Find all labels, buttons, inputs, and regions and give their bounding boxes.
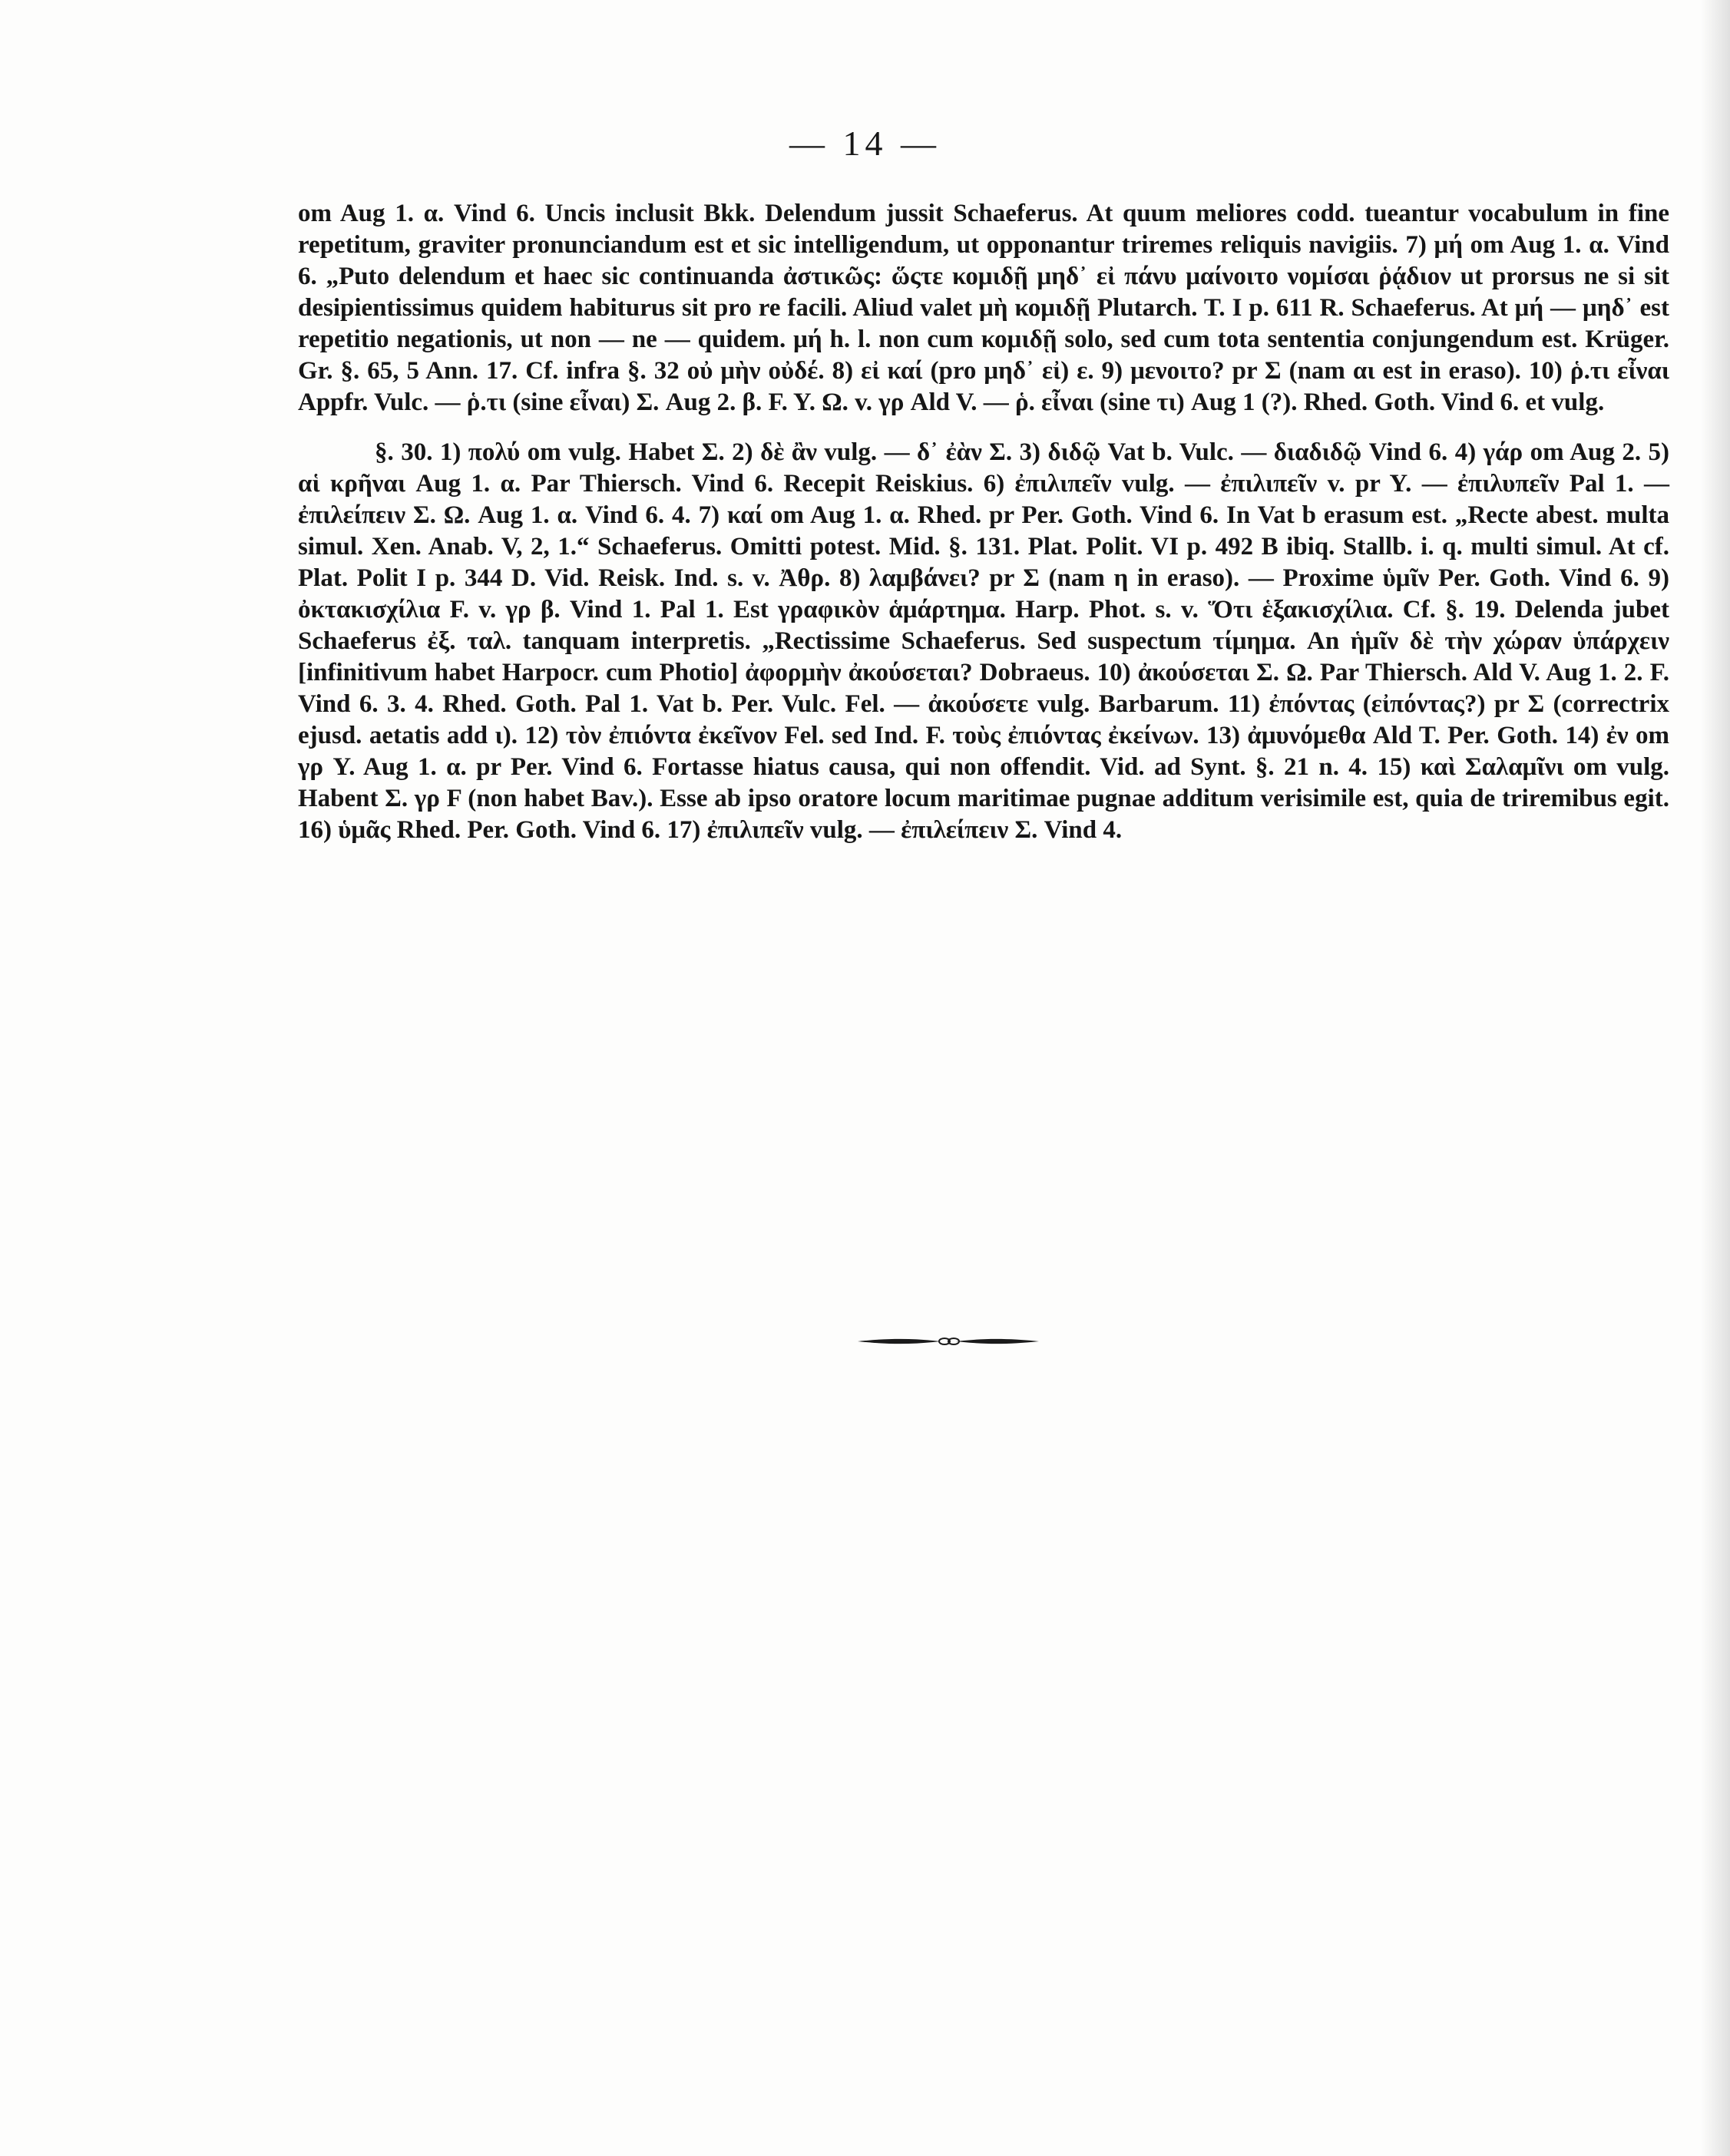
paragraph-2: §. 30. 1) πολύ om vulg. Habet Σ. 2) δὲ ἂν vulg. — δ᾽ ἐὰν Σ. 3) διδῷ Vat b. Vulc. — διαδιδῷ Vind 6. 4) γάρ om Aug 2. 5) αἱ κρῆναι Aug 1. α. Par Thiersch. Vind 6. Recepit Reiskius. 6) ἐπιλιπεῖν vulg. — ἐπιλιπεῖν v. pr Y. — ἐπιλυπεῖν Pal 1. — ἐπιλείπειν Σ. Ω. Aug 1. α. Vind 6. 4. 7) καί om Aug 1. α. Rhed. pr Per. Goth. Vind 6. In Vat b erasum est. „Recte abest. multa simul. Xen. Anab. V, 2, 1.“ Schaeferus. Omitti potest. Mid. §. 131. Plat. Polit. VI p. 492 B ibiq. Stallb. i. q. multi simul. At cf. Plat. Polit I p. 344 D. Vid. Reisk. Ind. s. v. Ἀθρ. 8) λαμβάνει? pr Σ (nam η in eraso). — Proxime ὑμῖν Per. Goth. Vind 6. 9) ὀκτακισχίλια F. v. γρ β. Vind 1. Pal 1. Est γραφικὸν ἁμάρτημα. Harp. Phot. s. v. Ὅτι ἑξακισχίλια. Cf. §. 19. Delenda jubet Schaeferus ἐξ. ταλ. tanquam interpretis. „Rectissime Schaeferus. Sed suspectum τίμημα. An ἡμῖν δὲ τὴν χώραν ὑπάρχειν [infinitivum habet Harpocr. cum Photio] ἀφορμὴν ἀκούσεται? Dobraeus. 10) ἀκούσεται Σ. Ω. Par Thiersch. Ald V. Aug 1. 2. F. Vind 6. 3. 4. Rhed. Goth. Pal 1. Vat b. Per. Vulc. Fel. — ἀκούσετε vulg. Barbarum. 11) ἐπόντας (εἰπόντας?) pr Σ (correctrix ejusd. aetatis add ι). 12) τὸν ἐπιόντα ἐκεῖνον Fel. sed Ind. F. τοὺς ἐπιόντας ἐκείνων. 13) ἀμυνόμεθα Ald T. Per. Goth. 14) ἐν om γρ Y. Aug 1. α. pr Per. Vind 6. Fortasse hiatus causa, qui non offendit. Vid. ad Synt. §. 21 n. 4. 15) καὶ Σαλαμῖνι om vulg. Habent Σ. γρ F (non habet Bav.). Esse ab ipso oratore locum maritimae pugnae additum verisimile est, quia de triremibus egit. 16) ὑμᾶς Rhed. Per. Goth. Vind 6. 17) ἐπιλιπεῖν vulg. — ἐπιλείπειν Σ. Vind 4.	[298, 438, 1669, 844]
page-number: — 14 —	[789, 124, 941, 163]
printer-rule-ornament-icon	[856, 1334, 1040, 1349]
paragraph-1: om Aug 1. α. Vind 6. Uncis inclusit Bkk. Delendum jussit Schaeferus. At quum meliores codd. tueantur vocabulum in fine repetitum, graviter pronunciandum est et sic intelligendum, ut opponantur triremes reliquis navigiis. 7) μή om Aug 1. α. Vind 6. „Puto delendum et haec sic continuanda ἀστικῶς: ὥςτε κομιδῇ μηδ᾽ εἰ πάνυ μαίνοιτο νομίσαι ῥᾴδιον ut prorsus ne si sit desipientissimus quidem habiturus sit pro re facili. Aliud valet μὴ κομιδῇ Plutarch. T. I p. 611 R. Schaeferus. At μή — μηδ᾽ est repetitio negationis, ut non — ne — quidem. μή h. l. non cum κομιδῇ solo, sed cum tota sententia conjungendum est. Krüger. Gr. §. 65, 5 Ann. 17. Cf. infra §. 32 οὐ μὴν οὐδέ. 8) εἰ καί (pro μηδ᾽ εἰ) ε. 9) μενοιτο? pr Σ (nam αι est in eraso). 10) ῥ.τι εἶναι Appfr. Vulc. — ῥ.τι (sine εἶναι) Σ. Aug 2. β. F. Y. Ω. v. γρ Ald V. — ῥ. εἶναι (sine τι) Aug 1 (?). Rhed. Goth. Vind 6. et vulg.	[298, 200, 1669, 416]
body-text	[298, 198, 1669, 846]
page-edge-shadow	[1701, 0, 1730, 2156]
